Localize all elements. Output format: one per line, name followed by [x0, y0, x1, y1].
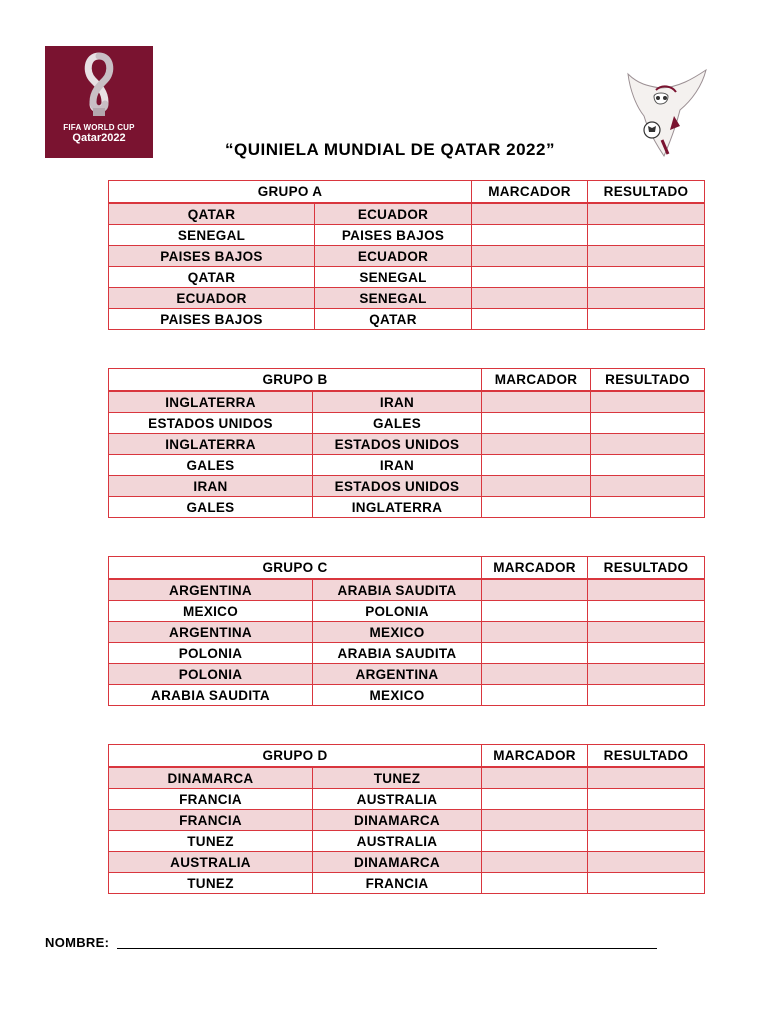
away-team: ESTADOS UNIDOS — [313, 476, 482, 497]
resultado-cell[interactable] — [588, 601, 705, 622]
away-team: IRAN — [313, 391, 482, 413]
marcador-cell[interactable] — [482, 413, 591, 434]
resultado-cell[interactable] — [588, 643, 705, 664]
marcador-cell[interactable] — [482, 579, 588, 601]
resultado-cell[interactable] — [588, 664, 705, 685]
match-row — [109, 810, 705, 831]
away-team: FRANCIA — [313, 873, 482, 894]
resultado-cell[interactable] — [588, 579, 705, 601]
home-team: QATAR — [109, 203, 315, 225]
page-title: “QUINIELA MUNDIAL DE QATAR 2022” — [225, 140, 555, 159]
nombre-field[interactable] — [117, 948, 657, 949]
match-row — [109, 476, 705, 497]
group-name: GRUPO A — [109, 181, 472, 204]
away-team: SENEGAL — [315, 288, 472, 309]
home-team: ESTADOS UNIDOS — [109, 413, 313, 434]
away-team: AUSTRALIA — [313, 831, 482, 852]
home-team: MEXICO — [109, 601, 313, 622]
group-name: GRUPO C — [109, 557, 482, 580]
match-row — [109, 643, 705, 664]
resultado-cell[interactable] — [588, 246, 705, 267]
resultado-header: RESULTADO — [588, 745, 705, 768]
match-row — [109, 413, 705, 434]
group-table — [108, 180, 705, 330]
resultado-cell[interactable] — [588, 767, 705, 789]
trophy-emblem-icon — [79, 52, 119, 118]
marcador-cell[interactable] — [472, 246, 588, 267]
marcador-cell[interactable] — [472, 225, 588, 246]
group-table — [108, 368, 705, 518]
resultado-cell[interactable] — [588, 225, 705, 246]
resultado-cell[interactable] — [588, 309, 705, 330]
marcador-cell[interactable] — [482, 434, 591, 455]
resultado-cell[interactable] — [588, 288, 705, 309]
marcador-cell[interactable] — [472, 288, 588, 309]
away-team: IRAN — [313, 455, 482, 476]
marcador-cell[interactable] — [482, 622, 588, 643]
resultado-cell[interactable] — [591, 455, 705, 476]
home-team: GALES — [109, 497, 313, 518]
resultado-cell[interactable] — [588, 789, 705, 810]
marcador-cell[interactable] — [482, 476, 591, 497]
match-row — [109, 434, 705, 455]
resultado-cell[interactable] — [588, 810, 705, 831]
away-team: TUNEZ — [313, 767, 482, 789]
home-team: DINAMARCA — [109, 767, 313, 789]
resultado-cell[interactable] — [588, 203, 705, 225]
marcador-cell[interactable] — [472, 309, 588, 330]
home-team: FRANCIA — [109, 789, 313, 810]
resultado-header: RESULTADO — [591, 369, 705, 392]
resultado-header: RESULTADO — [588, 181, 705, 204]
away-team: GALES — [313, 413, 482, 434]
home-team: FRANCIA — [109, 810, 313, 831]
marcador-cell[interactable] — [482, 664, 588, 685]
match-row — [109, 664, 705, 685]
away-team: ESTADOS UNIDOS — [313, 434, 482, 455]
marcador-cell[interactable] — [482, 789, 588, 810]
group-table — [108, 556, 705, 706]
marcador-cell[interactable] — [482, 767, 588, 789]
match-row — [109, 767, 705, 789]
home-team: ECUADOR — [109, 288, 315, 309]
home-team: TUNEZ — [109, 873, 313, 894]
away-team: ARABIA SAUDITA — [313, 579, 482, 601]
match-row — [109, 225, 705, 246]
table-header-row — [109, 745, 705, 768]
resultado-cell[interactable] — [588, 873, 705, 894]
group-name: GRUPO B — [109, 369, 482, 392]
home-team: ARGENTINA — [109, 579, 313, 601]
home-team: GALES — [109, 455, 313, 476]
match-row — [109, 288, 705, 309]
match-row — [109, 622, 705, 643]
home-team: INGLATERRA — [109, 391, 313, 413]
marcador-cell[interactable] — [482, 852, 588, 873]
away-team: PAISES BAJOS — [315, 225, 472, 246]
match-row — [109, 497, 705, 518]
home-team: IRAN — [109, 476, 313, 497]
resultado-cell[interactable] — [591, 476, 705, 497]
marcador-cell[interactable] — [482, 685, 588, 706]
logo-line1: FIFA WORLD CUP — [63, 123, 135, 132]
home-team: SENEGAL — [109, 225, 315, 246]
group-table — [108, 744, 705, 894]
table-header-row — [109, 181, 705, 204]
table-header-row — [109, 369, 705, 392]
resultado-cell[interactable] — [588, 831, 705, 852]
resultado-cell[interactable] — [591, 434, 705, 455]
marcador-cell[interactable] — [482, 497, 591, 518]
home-team: ARGENTINA — [109, 622, 313, 643]
marcador-cell[interactable] — [482, 831, 588, 852]
home-team: PAISES BAJOS — [109, 309, 315, 330]
resultado-cell[interactable] — [591, 413, 705, 434]
resultado-header: RESULTADO — [588, 557, 705, 580]
home-team: PAISES BAJOS — [109, 246, 315, 267]
resultado-cell[interactable] — [588, 267, 705, 288]
match-row — [109, 246, 705, 267]
marcador-cell[interactable] — [482, 873, 588, 894]
match-row — [109, 203, 705, 225]
match-row — [109, 309, 705, 330]
match-row — [109, 852, 705, 873]
home-team: AUSTRALIA — [109, 852, 313, 873]
marcador-cell[interactable] — [482, 810, 588, 831]
marcador-cell[interactable] — [482, 455, 591, 476]
marcador-cell[interactable] — [482, 391, 591, 413]
group-name: GRUPO D — [109, 745, 482, 768]
away-team: AUSTRALIA — [313, 789, 482, 810]
match-row — [109, 267, 705, 288]
marcador-header: MARCADOR — [472, 181, 588, 204]
away-team: ECUADOR — [315, 203, 472, 225]
away-team: POLONIA — [313, 601, 482, 622]
logo-line2: Qatar2022 — [72, 132, 126, 144]
away-team: DINAMARCA — [313, 852, 482, 873]
resultado-cell[interactable] — [588, 622, 705, 643]
away-team: QATAR — [315, 309, 472, 330]
marcador-header: MARCADOR — [482, 745, 588, 768]
marcador-cell[interactable] — [482, 601, 588, 622]
home-team: INGLATERRA — [109, 434, 313, 455]
resultado-cell[interactable] — [588, 685, 705, 706]
home-team: QATAR — [109, 267, 315, 288]
home-team: TUNEZ — [109, 831, 313, 852]
away-team: ARGENTINA — [313, 664, 482, 685]
away-team: DINAMARCA — [313, 810, 482, 831]
marcador-header: MARCADOR — [482, 557, 588, 580]
marcador-cell[interactable] — [472, 203, 588, 225]
resultado-cell[interactable] — [591, 497, 705, 518]
home-team: POLONIA — [109, 664, 313, 685]
away-team: ARABIA SAUDITA — [313, 643, 482, 664]
table-header-row — [109, 557, 705, 580]
away-team: INGLATERRA — [313, 497, 482, 518]
match-row — [109, 873, 705, 894]
resultado-cell[interactable] — [588, 852, 705, 873]
away-team: MEXICO — [313, 622, 482, 643]
home-team: POLONIA — [109, 643, 313, 664]
marcador-cell[interactable] — [472, 267, 588, 288]
away-team: ECUADOR — [315, 246, 472, 267]
resultado-cell[interactable] — [591, 391, 705, 413]
nombre-label: NOMBRE: — [45, 935, 110, 950]
match-row — [109, 455, 705, 476]
away-team: MEXICO — [313, 685, 482, 706]
marcador-header: MARCADOR — [482, 369, 591, 392]
match-row — [109, 831, 705, 852]
match-row — [109, 391, 705, 413]
match-row — [109, 685, 705, 706]
away-team: SENEGAL — [315, 267, 472, 288]
match-row — [109, 579, 705, 601]
match-row — [109, 789, 705, 810]
match-row — [109, 601, 705, 622]
home-team: ARABIA SAUDITA — [109, 685, 313, 706]
marcador-cell[interactable] — [482, 643, 588, 664]
